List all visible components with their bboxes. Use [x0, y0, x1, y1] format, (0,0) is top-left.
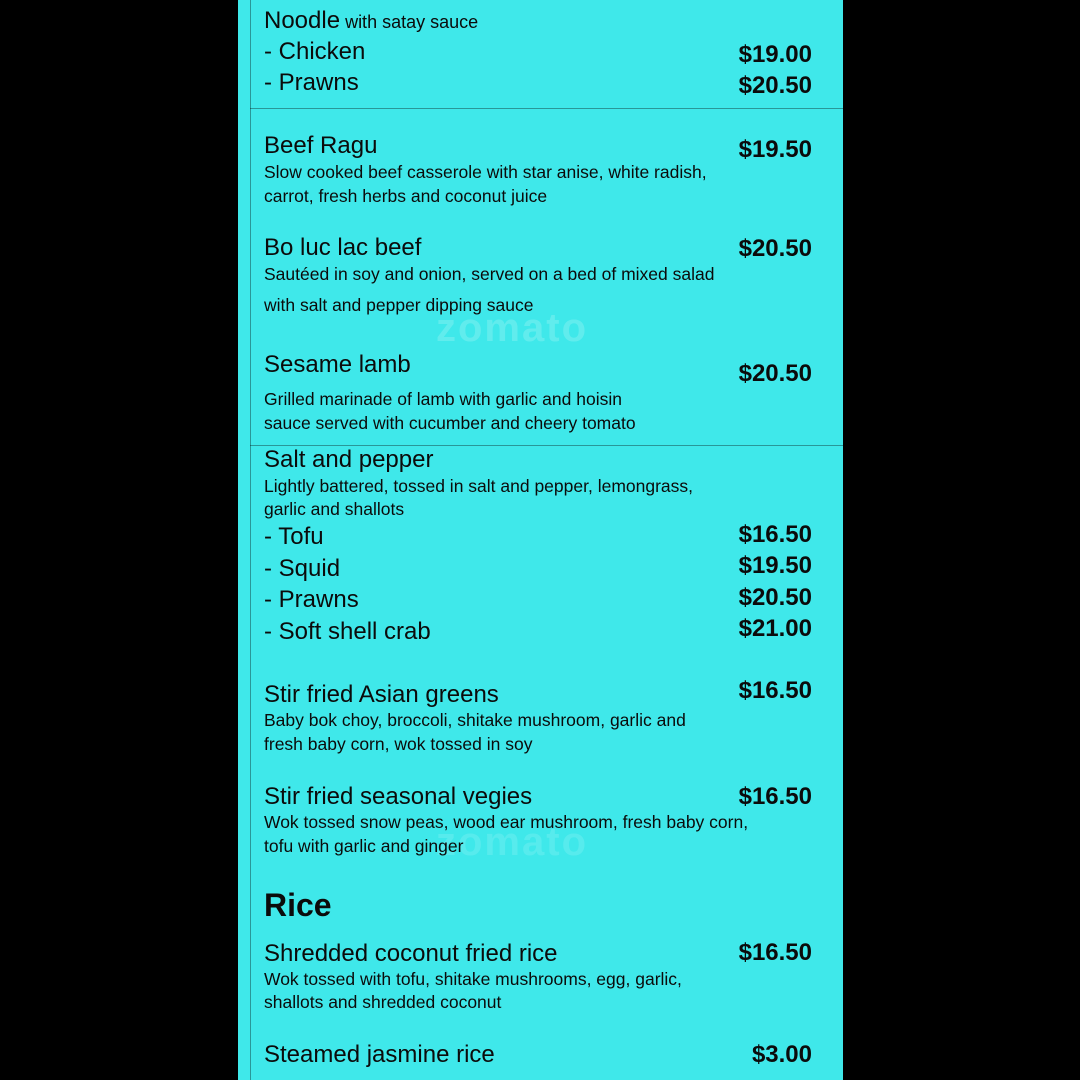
item-desc: Grilled marinade of lamb with garlic and hoisin: [264, 389, 622, 409]
item-desc: Lightly battered, tossed in salt and pepper, lemongrass,: [264, 476, 694, 496]
item-desc: Wok tossed snow peas, wood ear mushroom, fresh baby corn,: [264, 812, 749, 832]
noodle-title: [264, 7, 478, 35]
option-label: - Squid: [264, 555, 341, 582]
item-desc: Baby bok choy, broccoli, shitake mushroom, garlic and: [264, 710, 686, 730]
item-desc: fresh baby corn, wok tossed in soy: [264, 734, 533, 754]
item-name: Stir fried Asian greens: [264, 681, 499, 708]
option-price: $19.00: [738, 41, 812, 68]
item-price: $16.50: [738, 939, 812, 966]
watermark: zomato: [436, 306, 588, 350]
item-desc: shallots and shredded coconut: [264, 992, 502, 1012]
item-name: Steamed jasmine rice: [264, 1041, 495, 1068]
item-price: $3.00: [751, 1041, 812, 1068]
item-name: Noodle: [264, 7, 341, 34]
option-price: $16.50: [738, 521, 812, 548]
item-price: $16.50: [738, 677, 812, 704]
option-price: $19.50: [738, 552, 812, 579]
item-desc: sauce served with cucumber and cheery tomato: [264, 413, 636, 433]
option-price: $20.50: [738, 72, 812, 99]
item-desc: garlic and shallots: [264, 499, 405, 519]
section-heading-rice: Rice: [264, 887, 332, 923]
item-name: Shredded coconut fried rice: [264, 940, 558, 967]
item-desc: carrot, fresh herbs and coconut juice: [264, 186, 548, 206]
section-divider: [250, 108, 843, 109]
watermark: zomato: [436, 820, 588, 864]
item-price: $20.50: [738, 360, 812, 387]
option-price: $21.00: [738, 615, 812, 642]
item-name: Salt and pepper: [264, 446, 434, 473]
item-desc: tofu with garlic and ginger: [264, 836, 464, 856]
item-desc: Sautéed in soy and onion, served on a bed of mixed salad: [264, 264, 715, 284]
item-price: $20.50: [738, 235, 812, 262]
item-name: Bo luc lac beef: [264, 234, 422, 261]
option-price: $20.50: [738, 584, 812, 611]
option-label: - Prawns: [264, 69, 359, 96]
menu-page: [238, 0, 843, 1080]
option-label: - Tofu: [264, 523, 324, 550]
option-label: - Soft shell crab: [264, 618, 431, 645]
item-name: Sesame lamb: [264, 351, 411, 378]
item-name: Stir fried seasonal vegies: [264, 783, 533, 810]
item-desc: Slow cooked beef casserole with star anise, white radish,: [264, 162, 707, 182]
item-price: $19.50: [738, 136, 812, 163]
option-label: - Prawns: [264, 586, 359, 613]
item-desc: with salt and pepper dipping sauce: [264, 295, 534, 315]
item-name: Beef Ragu: [264, 132, 378, 159]
item-price: $16.50: [738, 783, 812, 810]
item-desc: Wok tossed with tofu, shitake mushrooms, egg, garlic,: [264, 969, 682, 989]
option-label: - Chicken: [264, 38, 366, 65]
item-suffix: with satay sauce: [340, 12, 479, 32]
page-margin-line: [250, 0, 251, 1080]
